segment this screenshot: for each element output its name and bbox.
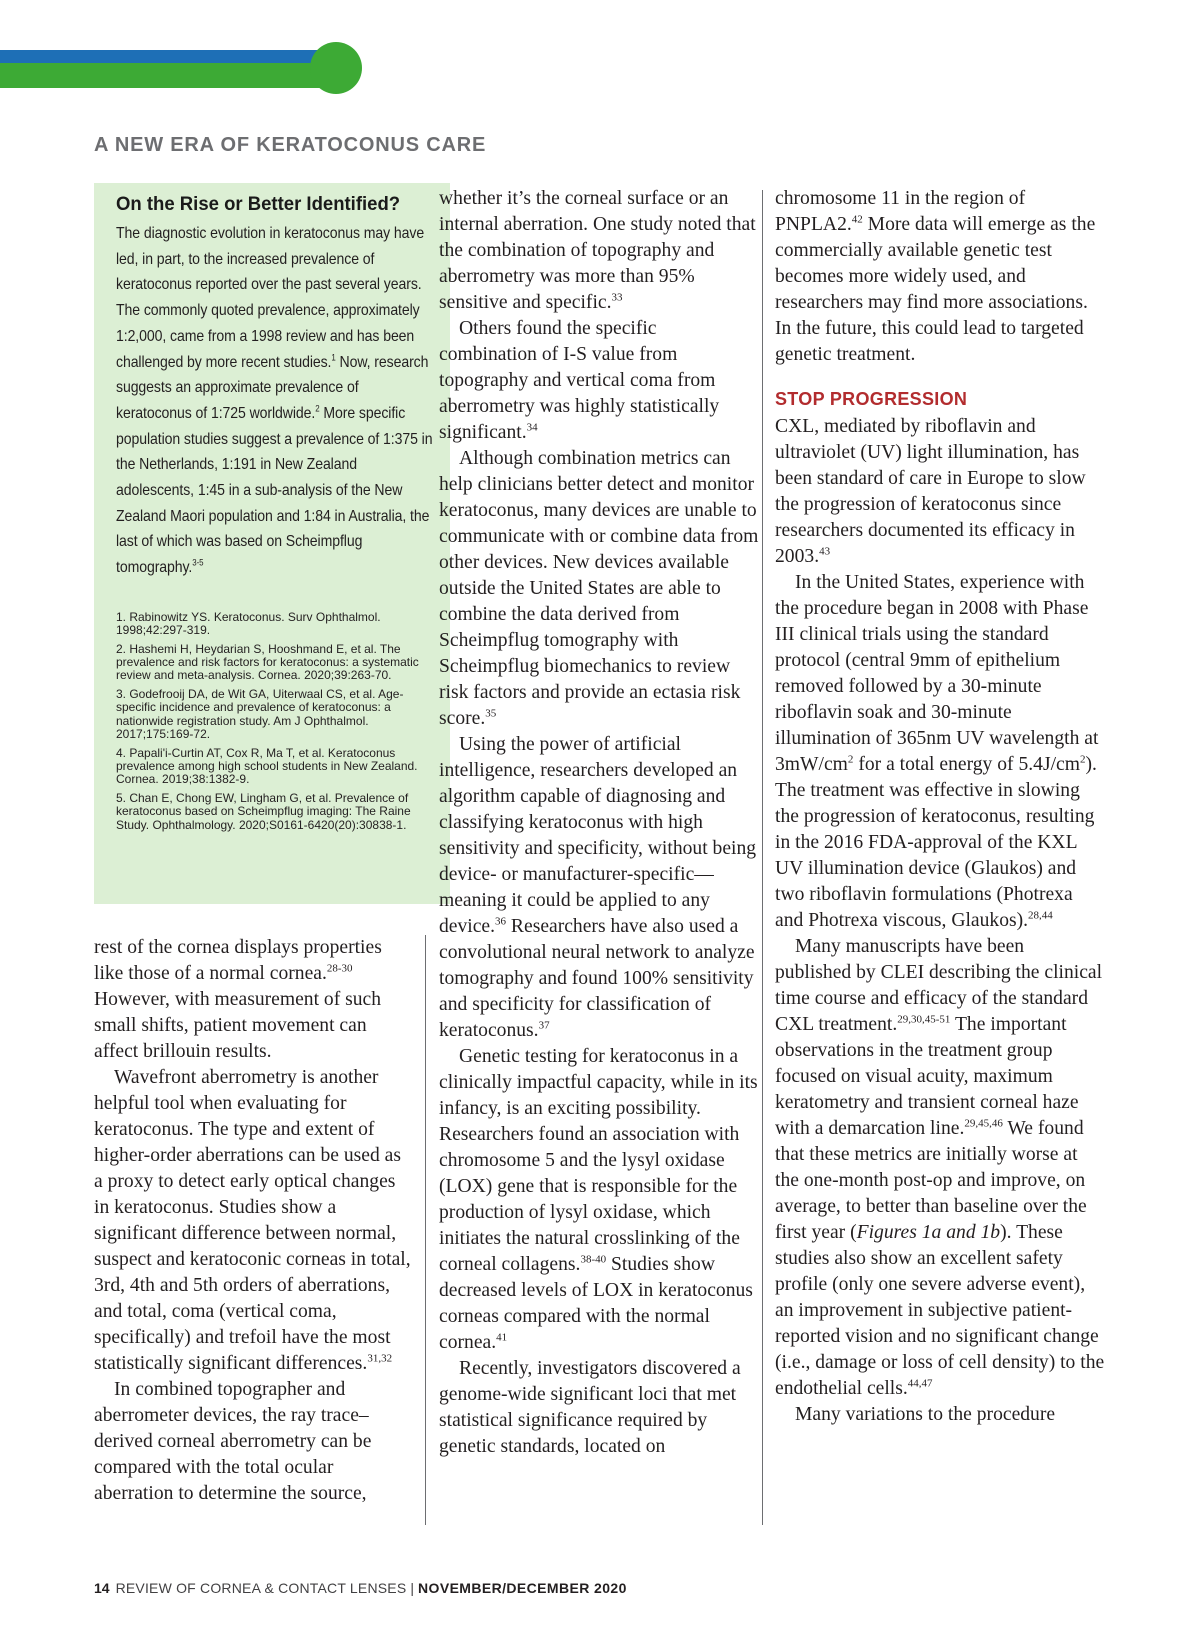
text-column-2 — [439, 186, 759, 1460]
text: We found that these metrics are initially worse at the one-month post-op and improve, on average, to better than baseline over the first year ( — [775, 1118, 1087, 1243]
text: ). The treatment was effective in slowing the progression of keratoconus, resulting in the 2016 FDA-approval of the KXL UV illumination device (Glaukos) and two riboflavin formulations (Photrexa and Photrexa viscous, Glaukos). — [775, 754, 1097, 931]
sidebar-body — [116, 221, 433, 581]
page-number: 14 — [94, 1580, 110, 1596]
citation: 29,45,46 — [964, 1117, 1003, 1130]
text: for a total energy of 5.4J/cm — [853, 754, 1080, 775]
reference-item: 3. Godefrooij DA, de Wit GA, Uiterwaal CS, et al. Age-specific incidence and prevalence of keratoconus: a nationwide registration study. Am J Ophthalmol. 2017;175:169-72. — [116, 686, 404, 742]
citation: 28-30 — [326, 962, 353, 975]
issue-date: NOVEMBER/DECEMBER 2020 — [418, 1580, 627, 1596]
text: Others found the specific combination of I-S value from topography and vertical coma from aberrometry was highly statistically significant. — [439, 318, 720, 443]
header-green-bar — [0, 63, 340, 88]
paragraph — [439, 732, 759, 1044]
citation: 29,30,45-51 — [897, 1013, 951, 1026]
text: ). These studies also show an excellent safety profile (only one severe adverse event), an improvement in subjective patient-reported vision and no significant change (i.e., damage or loss of cell density) to the endothelial cells. — [775, 1222, 1105, 1399]
column-divider — [425, 935, 426, 1525]
text: rest of the cornea displays properties like those of a normal cornea. — [94, 937, 382, 984]
superscript: 2 — [1079, 753, 1086, 766]
text: However, with measurement of such small shifts, patient movement can affect brillouin results. — [94, 989, 382, 1062]
text: Many manuscripts have been published by CLEI describing the clinical time course and efficacy of the standard CXL treatment. — [775, 936, 1103, 1035]
paragraph — [439, 446, 759, 732]
paragraph — [439, 186, 759, 316]
journal-name: REVIEW OF CORNEA & CONTACT LENSES — [115, 1580, 407, 1596]
paragraph — [775, 570, 1105, 934]
paragraph — [775, 414, 1105, 570]
reference-item: 1. Rabinowitz YS. Keratoconus. Surv Ophthalmol. 1998;42:297-319. — [116, 609, 381, 638]
text: Although combination metrics can help clinicians better detect and monitor keratoconus, many devices are unable to communicate with or combine data from other devices. New devices available outside the United States are able to combine the data derived from Scheimpflug tomography with Scheimpflug biomechanics to review risk factors and provide an ectasia risk score. — [439, 448, 759, 729]
paragraph — [439, 1044, 759, 1356]
paragraph — [775, 186, 1105, 368]
footer-separator: | — [410, 1580, 415, 1596]
text-column-3 — [775, 186, 1105, 1428]
text: The important observations in the treatment group focused on visual acuity, maximum keratometry and transient corneal haze with a demarcation line. — [775, 1014, 1079, 1139]
citation: 42 — [851, 213, 863, 226]
text: Researchers have also used a convolutional neural network to analyze tomography and found 100% sensitivity and specificity for classification of keratoconus. — [439, 916, 755, 1041]
text: CXL, mediated by riboflavin and ultraviolet (UV) light illumination, has been standard of care in Europe to slow the progression of keratoconus since researchers documented its efficacy in 2003. — [775, 416, 1086, 567]
paragraph: Recently, investigators discovered a genome-wide significant loci that met statistical significance required by genetic standards, located on — [439, 1358, 741, 1457]
citation: 31,32 — [367, 1352, 393, 1365]
header-green-dot — [310, 42, 362, 94]
sidebar-text: The diagnostic evolution in keratoconus may have led, in part, to the increased prevalence of keratoconus reported over the past several years. The commonly quoted prevalence, approximately 1:2,000, came from a 1998 review and has been challenged by more recent studies. — [116, 225, 425, 371]
paragraph — [775, 934, 1105, 1402]
citation: 38-40 — [580, 1253, 607, 1266]
paragraph — [94, 935, 414, 1065]
text: whether it’s the corneal surface or an internal aberration. One study noted that the combination of topography and aberrometry was more than 95% sensitive and specific. — [439, 188, 756, 313]
citation: 33 — [611, 291, 623, 304]
citation: 2 — [315, 403, 320, 414]
section-title: A NEW ERA OF KERATOCONUS CARE — [94, 134, 487, 156]
citation: 28,44 — [1028, 909, 1053, 922]
reference-item: 4. Papali'i-Curtin AT, Cox R, Ma T, et al. Keratoconus prevalence among high school students in New Zealand. Cornea. 2019;38:1382-9. — [116, 745, 418, 787]
page-footer — [94, 1580, 627, 1596]
figure-reference: Figures 1a and 1b — [856, 1222, 1001, 1243]
citation: 41 — [496, 1331, 508, 1344]
paragraph — [94, 1065, 414, 1377]
citation: 36 — [495, 915, 507, 928]
paragraph: In combined topographer and aberrometer devices, the ray trace–derived corneal aberrometry can be compared with the total ocular aberration to determine the source, — [94, 1379, 372, 1504]
citation: 37 — [538, 1019, 550, 1032]
citation: 44,47 — [907, 1377, 933, 1390]
text: chromosome 11 in the region of PNPLA2. — [775, 188, 1026, 235]
reference-item: 2. Hashemi H, Heydarian S, Hooshmand E, et al. The prevalence and risk factors for keratoconus: a systematic review and meta-analysis. Cornea. 2020;39:263-70. — [116, 641, 419, 683]
text: Wavefront aberrometry is another helpful tool when evaluating for keratoconus. The type and extent of higher-order aberrations can be used as a proxy to detect early optical changes in keratoconus. Studies show a significant difference between normal, suspect and keratoconic corneas in total, 3rd, 4th and 5th orders of aberrations, and total, coma (vertical coma, specifically) and trefoil have the most statistically significant differences. — [94, 1067, 411, 1374]
sidebar-box — [94, 183, 450, 904]
subheading-stop-progression: STOP PROGRESSION — [775, 389, 968, 409]
sidebar-text: Now, research suggests an approximate prevalence of keratoconus of 1:725 worldwide. — [116, 353, 429, 422]
paragraph — [439, 316, 759, 446]
text: Genetic testing for keratoconus in a clinically impactful capacity, while in its infancy, is an exciting possibility. Researchers found an association with chromosome 5 and the lysyl oxidase (LOX) gene that is responsible for the production of lysyl oxidase, which initiates the natural crosslinking of the corneal collagens. — [439, 1046, 758, 1275]
text-column-1 — [94, 935, 414, 1507]
sidebar-title: On the Rise or Better Identified? — [116, 193, 401, 215]
text: Using the power of artificial intelligence, researchers developed an algorithm capable of diagnosing and classifying keratoconus with high sensitivity and specificity, without being device- or manufacturer-specific—meaning it could be applied to any device. — [439, 734, 757, 937]
reference-item: 5. Chan E, Chong EW, Lingham G, et al. Prevalence of keratoconus based on Scheimpflug imaging: The Raine Study. Ophthalmology. 2020;S0161-6420(20):30838-1. — [116, 790, 411, 832]
citation: 34 — [526, 421, 538, 434]
column-divider — [762, 190, 763, 1525]
sidebar-text: More specific population studies suggest a prevalence of 1:375 in the Netherlands, 1:191 in New Zealand adolescents, 1:45 in a sub-analysis of the New Zealand Maori population and 1:84 in Australia, the last of which was based on Scheimpflug tomography. — [116, 404, 433, 577]
sidebar-references — [116, 611, 432, 832]
citation: 3-5 — [192, 557, 204, 568]
citation: 35 — [485, 707, 497, 720]
citation: 43 — [819, 545, 831, 558]
superscript: 2 — [847, 753, 854, 766]
paragraph: Many variations to the procedure — [795, 1404, 1056, 1425]
citation: 1 — [331, 352, 336, 363]
text: Studies show decreased levels of LOX in keratoconus corneas compared with the normal cornea. — [439, 1254, 753, 1353]
text: In the United States, experience with the procedure began in 2008 with Phase III clinical trials using the standard protocol (central 9mm of epithelium removed followed by a 30-minute riboflavin soak and 30-minute illumination of 365nm UV wavelength at 3mW/cm — [775, 572, 1099, 775]
text: More data will emerge as the commercially available genetic test becomes more widely used, and researchers may find more associations. In the future, this could lead to targeted genetic treatment. — [775, 214, 1096, 365]
